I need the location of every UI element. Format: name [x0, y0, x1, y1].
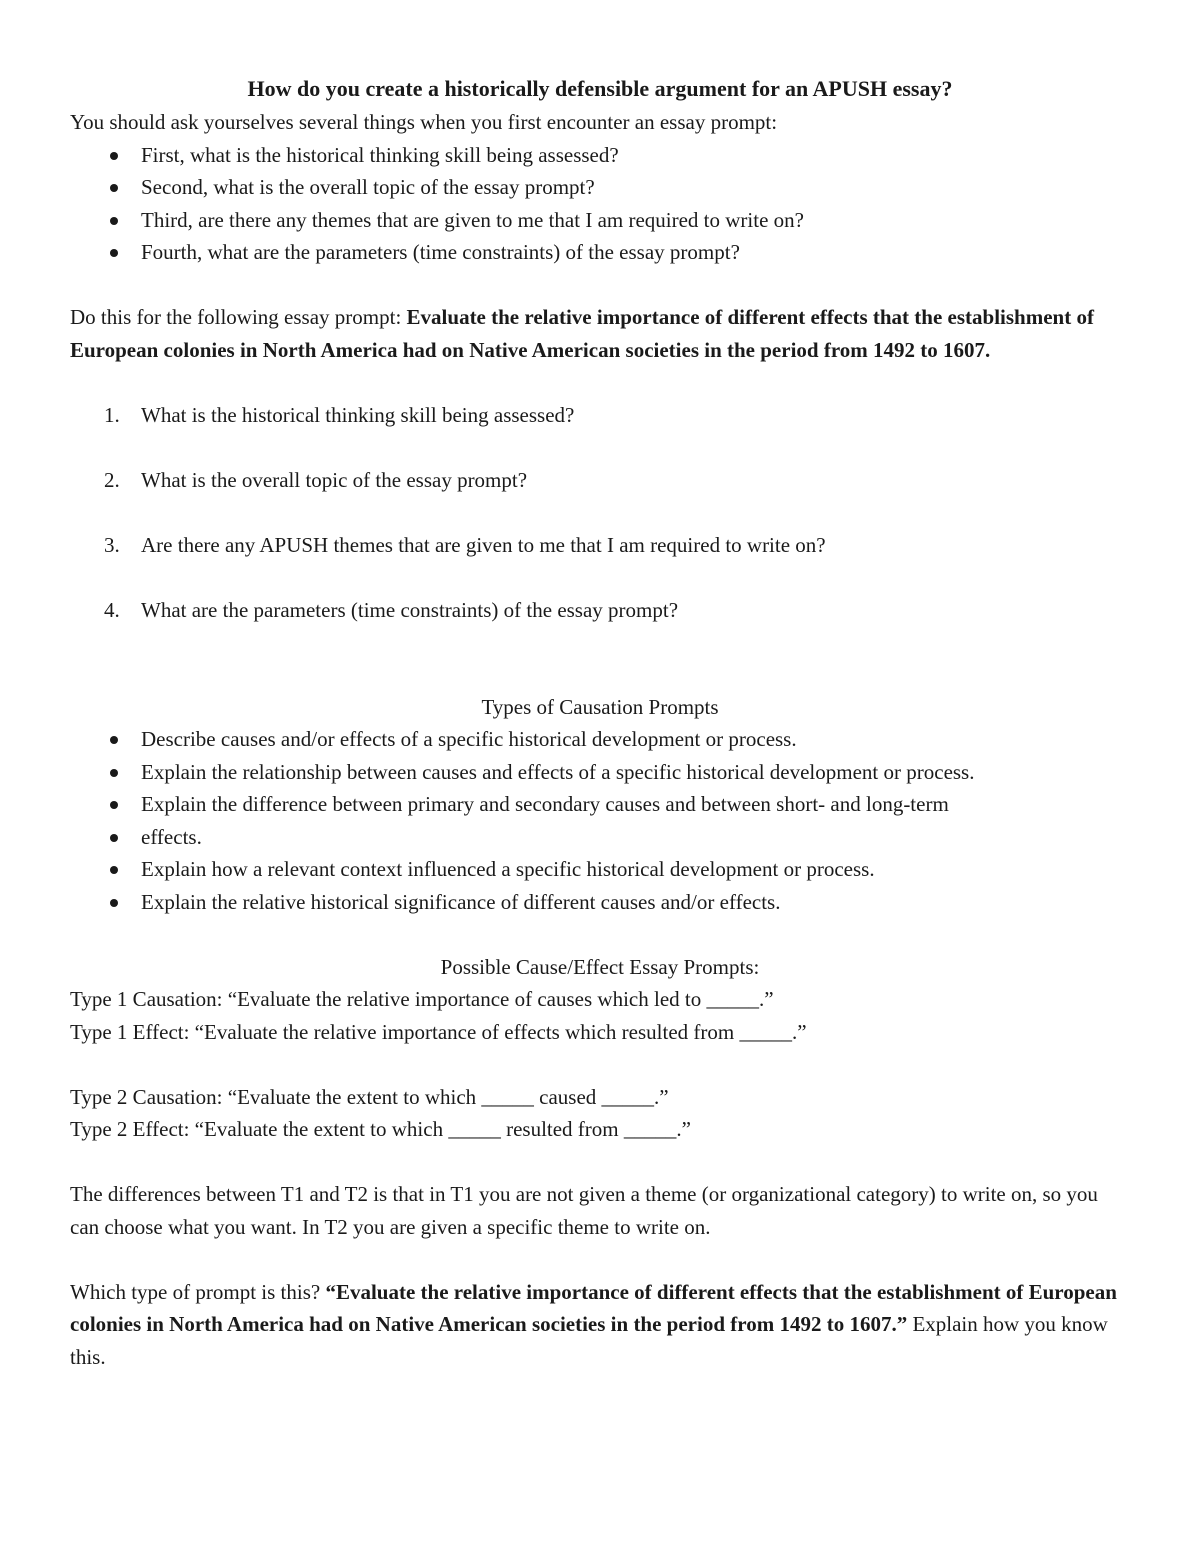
intro-bullet-item: Fourth, what are the parameters (time constraints) of the essay prompt?: [70, 236, 1130, 269]
question-text: What is the historical thinking skill being assessed?: [141, 402, 575, 427]
question-list: [70, 399, 1130, 627]
question-item: [70, 399, 1130, 432]
question-item: [70, 464, 1130, 497]
question-text: What is the overall topic of the essay prompt?: [141, 467, 528, 492]
causation-bullet-item: Explain the relationship between causes and effects of a specific historical development or process.: [70, 756, 1130, 789]
causation-bullet-list: [70, 723, 1130, 918]
intro-text: You should ask yourselves several things when you first encounter an essay prompt:: [70, 110, 778, 134]
instruction-paragraph: [70, 301, 1130, 366]
type2-causation: Type 2 Causation: “Evaluate the extent to which _____ caused _____.”: [70, 1084, 669, 1109]
question-number: 2.: [104, 467, 120, 492]
page-title: How do you create a historically defensible argument for an APUSH essay?: [247, 76, 953, 101]
causation-heading: Types of Causation Prompts: [481, 694, 719, 719]
type1-effect: Type 1 Effect: “Evaluate the relative importance of effects which resulted from _____.”: [70, 1019, 807, 1044]
type2-effect: Type 2 Effect: “Evaluate the extent to which _____ resulted from _____.”: [70, 1117, 691, 1141]
question-number: 3.: [104, 532, 120, 557]
type1-causation: Type 1 Causation: “Evaluate the relative importance of causes which led to _____.”: [70, 987, 774, 1011]
causation-bullet-item: Explain the relative historical significance of different causes and/or effects.: [70, 886, 1130, 919]
causation-bullet-item: Describe causes and/or effects of a specific historical development or process.: [70, 723, 1130, 756]
intro-bullet-list: [70, 139, 1130, 269]
final-tail: Explain how you know this.: [70, 1312, 1108, 1369]
intro-bullet-item: First, what is the historical thinking skill being assessed?: [70, 139, 1130, 172]
question-item: [70, 594, 1130, 627]
causation-bullet-item: Explain how a relevant context influenced a specific historical development or process.: [70, 853, 1130, 886]
question-text: What are the parameters (time constraints) of the essay prompt?: [141, 597, 679, 622]
final-prompt: “Evaluate the relative importance of different effects that the establishment of European colonies in North America had on Native American societies in the period from 1492 to 1607.”: [70, 1279, 1117, 1336]
instruction-lead: Do this for the following essay prompt:: [70, 305, 407, 329]
question-item: [70, 529, 1130, 562]
question-number: 4.: [104, 597, 120, 622]
question-text: Are there any APUSH themes that are given to me that I am required to write on?: [141, 532, 826, 557]
causation-bullet-item: Explain the difference between primary and secondary causes and between short- and long-term: [70, 788, 1130, 821]
causation-bullet-item: effects.: [70, 821, 1130, 854]
question-number: 1.: [104, 402, 120, 427]
intro-bullet-item: Second, what is the overall topic of the essay prompt?: [70, 171, 1130, 204]
final-question-paragraph: [70, 1276, 1130, 1374]
final-lead: Which type of prompt is this?: [70, 1279, 326, 1304]
essay-prompt: Evaluate the relative importance of different effects that the establishment of European colonies in North America had on Native American societies in the period from 1492 to 1607.: [70, 305, 1094, 362]
differences-paragraph: The differences between T1 and T2 is that in T1 you are not given a theme (or organizational category) to write on, so you can choose what you want. In T2 you are given a specific theme to write on.: [70, 1182, 1098, 1239]
document-page: [70, 72, 1130, 1373]
possible-prompts-heading: Possible Cause/Effect Essay Prompts:: [440, 954, 760, 979]
intro-bullet-item: Third, are there any themes that are given to me that I am required to write on?: [70, 204, 1130, 237]
